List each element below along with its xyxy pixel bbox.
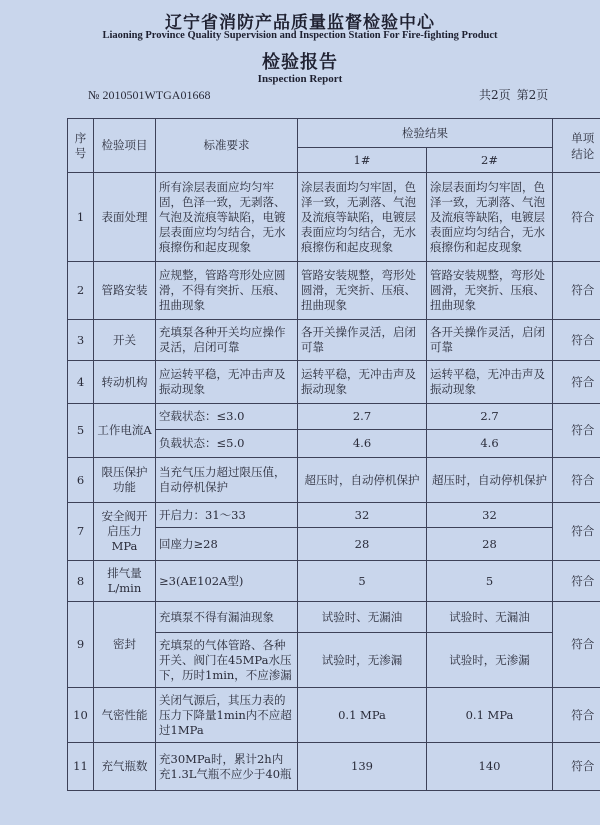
- row-result-1: 试验时，无渗漏: [298, 633, 427, 688]
- row-conclusion: 符合: [553, 404, 600, 458]
- row-result-1: 139: [298, 743, 427, 791]
- row-no: 8: [68, 561, 94, 602]
- header-no: 序号: [68, 119, 94, 173]
- row-result-2: 涂层表面均匀牢固，色泽一致，无剥落、气泡及流痕等缺陷，电镀层表面应均匀结合，无水痕擦伤和起皮现象: [427, 173, 553, 262]
- row-conclusion: 符合: [553, 361, 600, 404]
- header-conclusion-b: 结论: [571, 146, 595, 161]
- row-item: 气密性能: [94, 688, 156, 743]
- row-item: 管路安装: [94, 262, 156, 320]
- table-header-row: [68, 119, 600, 148]
- row-result-1: 2.7: [298, 404, 427, 430]
- row-result-2: 140: [427, 743, 553, 791]
- table-row: [68, 688, 600, 743]
- header-result: 检验结果: [298, 119, 553, 148]
- row-result-2: 4.6: [427, 430, 553, 458]
- header-conclusion-a: 单项: [571, 130, 595, 145]
- table-row: [68, 361, 600, 404]
- row-result-2: 运转平稳，无冲击声及振动现象: [427, 361, 553, 404]
- row-result-2: 管路安装规整，弯形处圆滑，无突折、压痕、扭曲现象: [427, 262, 553, 320]
- row-requirement: 应运转平稳，无冲击声及振动现象: [156, 361, 298, 404]
- row-item: 充气瓶数: [94, 743, 156, 791]
- row-conclusion: 符合: [553, 173, 600, 262]
- page-counter: [479, 86, 554, 103]
- org-name-en: Liaoning Province Quality Supervision and Inspection Station For Fire-fighting Product: [102, 30, 498, 41]
- row-requirement: 充填泵的气体管路、各种开关、阀门在45MPa水压下，历时1min，不应渗漏: [156, 633, 298, 688]
- row-conclusion: 符合: [553, 602, 600, 688]
- header-conclusion: [553, 119, 600, 173]
- row-conclusion: 符合: [553, 320, 600, 361]
- row-item: 转动机构: [94, 361, 156, 404]
- report-title-en: Inspection Report: [257, 73, 343, 85]
- org-name-cn: 辽宁省消防产品质量监督检验中心: [165, 13, 435, 33]
- row-no: 1: [68, 173, 94, 262]
- row-result-2: 超压时，自动停机保护: [427, 458, 553, 503]
- row-result-1: 涂层表面均匀牢固，色泽一致，无剥落、气泡及流痕等缺陷，电镀层表面应均匀结合，无水痕擦伤和起皮现象: [298, 173, 427, 262]
- report-title-cn: 检验报告: [262, 52, 338, 73]
- table-row: [68, 503, 600, 528]
- row-result-1: 超压时，自动停机保护: [298, 458, 427, 503]
- total-pages: 共2页: [479, 88, 511, 102]
- row-requirement: 关闭气源后，其压力表的压力下降量1min内不应超过1MPa: [156, 688, 298, 743]
- table-row: [68, 320, 600, 361]
- row-conclusion: 符合: [553, 503, 600, 561]
- row-conclusion: 符合: [553, 561, 600, 602]
- row-no: 5: [68, 404, 94, 458]
- row-no: 3: [68, 320, 94, 361]
- report-number: № 2010501WTGA01668: [88, 88, 211, 102]
- row-requirement: 当充气压力超过限压值，自动停机保护: [156, 458, 298, 503]
- row-item: 工作电流A: [94, 404, 156, 458]
- row-requirement: 充30MPa时，累计2h内充1.3L气瓶不应少于40瓶: [156, 743, 298, 791]
- table-row: [68, 262, 600, 320]
- row-item: 限压保护功能: [94, 458, 156, 503]
- row-no: 6: [68, 458, 94, 503]
- row-no: 2: [68, 262, 94, 320]
- header-item: 检验项目: [94, 119, 156, 173]
- row-result-2: 试验时、无漏油: [427, 602, 553, 633]
- row-result-2: 试验时，无渗漏: [427, 633, 553, 688]
- row-result-1: 0.1 MPa: [298, 688, 427, 743]
- row-result-2: 各开关操作灵活，启闭可靠: [427, 320, 553, 361]
- row-item: 密封: [94, 602, 156, 688]
- row-no: 4: [68, 361, 94, 404]
- table-row: [68, 404, 600, 430]
- row-result-1: 试验时、无漏油: [298, 602, 427, 633]
- row-result-2: 32: [427, 503, 553, 528]
- row-result-1: 运转平稳，无冲击声及振动现象: [298, 361, 427, 404]
- row-result-1: 管路安装规整，弯形处圆滑，无突折、压痕、扭曲现象: [298, 262, 427, 320]
- row-no: 7: [68, 503, 94, 561]
- row-requirement: ≥3(AE102A型): [156, 561, 298, 602]
- row-item: 开关: [94, 320, 156, 361]
- header-sample-1: 1#: [298, 148, 427, 173]
- row-requirement: 应规整，管路弯形处应圆滑，不得有突折、压痕、扭曲现象: [156, 262, 298, 320]
- row-conclusion: 符合: [553, 458, 600, 503]
- row-no: 9: [68, 602, 94, 688]
- row-conclusion: 符合: [553, 262, 600, 320]
- row-result-2: 28: [427, 528, 553, 561]
- table-row: [68, 458, 600, 503]
- row-requirement: 充填泵各种开关均应操作灵活，启闭可靠: [156, 320, 298, 361]
- table-row: [68, 561, 600, 602]
- row-item: 排气量L/min: [94, 561, 156, 602]
- row-no: 11: [68, 743, 94, 791]
- row-result-2: 0.1 MPa: [427, 688, 553, 743]
- row-requirement: 所有涂层表面应均匀牢固，色泽一致，无剥落、气泡及流痕等缺陷，电镀层表面应均匀结合，无水痕擦伤和起皮现象: [156, 173, 298, 262]
- row-requirement: 回座力≥28: [156, 528, 298, 561]
- row-requirement: 空载状态：≤3.0: [156, 404, 298, 430]
- row-item: 表面处理: [94, 173, 156, 262]
- row-result-1: 28: [298, 528, 427, 561]
- row-conclusion: 符合: [553, 743, 600, 791]
- row-requirement: 开启力：31～33: [156, 503, 298, 528]
- row-result-1: 5: [298, 561, 427, 602]
- row-result-1: 4.6: [298, 430, 427, 458]
- row-requirement: 负载状态：≤5.0: [156, 430, 298, 458]
- header-sample-2: 2#: [427, 148, 553, 173]
- row-result-2: 2.7: [427, 404, 553, 430]
- row-conclusion: 符合: [553, 688, 600, 743]
- header-requirement: 标准要求: [156, 119, 298, 173]
- row-no: 10: [68, 688, 94, 743]
- row-requirement: 充填泵不得有漏油现象: [156, 602, 298, 633]
- current-page: 第2页: [516, 88, 549, 102]
- row-result-2: 5: [427, 561, 553, 602]
- table-row: [68, 173, 600, 262]
- inspection-table: [67, 118, 600, 791]
- table-row: [68, 743, 600, 791]
- table-row: [68, 602, 600, 633]
- row-result-1: 32: [298, 503, 427, 528]
- row-result-1: 各开关操作灵活，启闭可靠: [298, 320, 427, 361]
- row-item: 安全阀开启压力MPa: [94, 503, 156, 561]
